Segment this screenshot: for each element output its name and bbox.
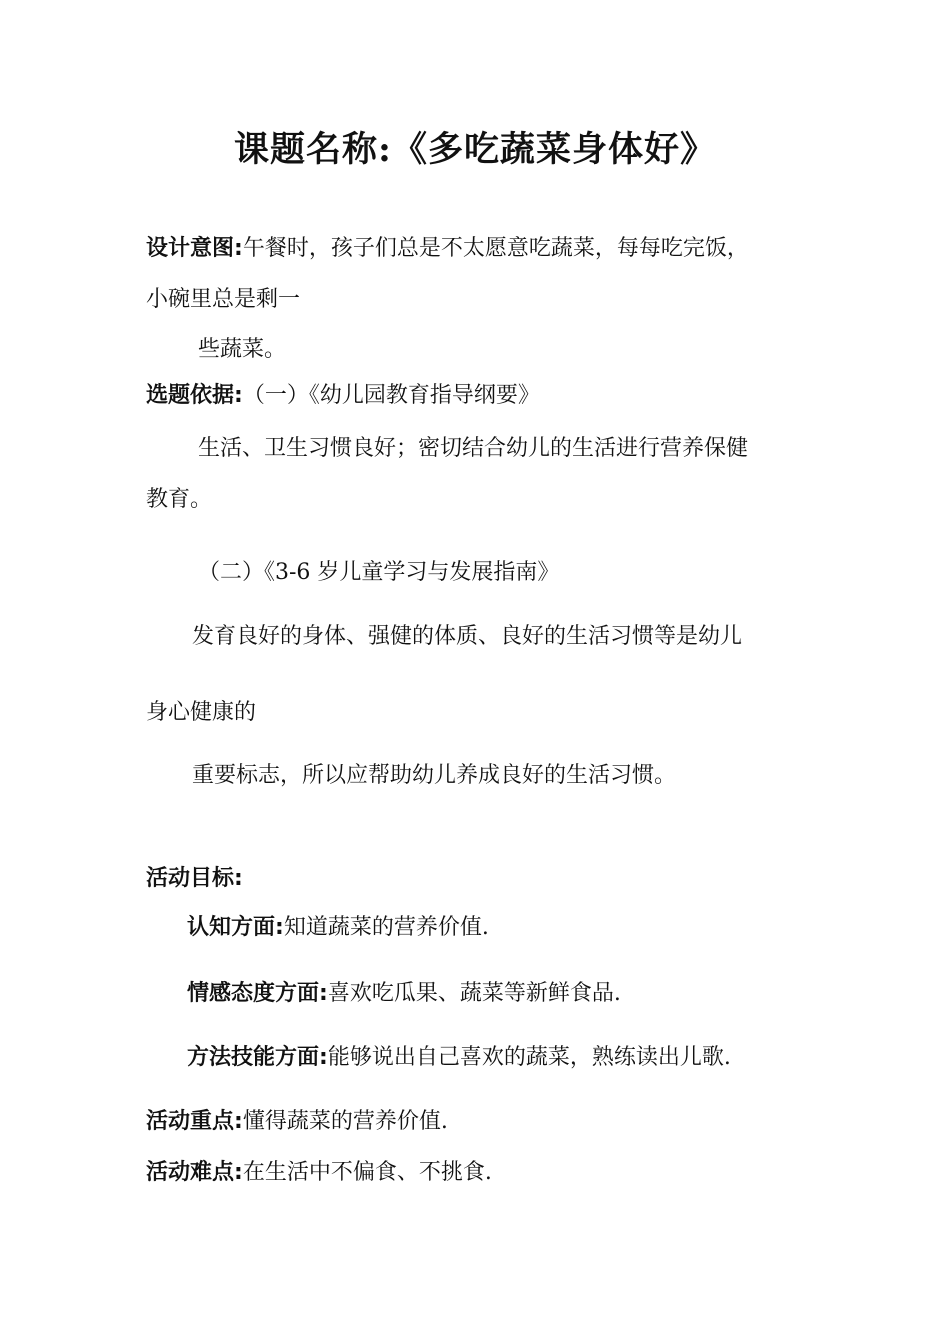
design-intent-line-3: 些蔬菜。 (198, 337, 287, 362)
design-intent-line-1 (146, 236, 749, 262)
goal-cognitive-label: 认知方面: (187, 915, 284, 940)
goals-label: 活动目标: (146, 866, 243, 891)
goal-skill (187, 1045, 731, 1071)
basis-item2-text-3: 重要标志，所以应帮助幼儿养成良好的生活习惯。 (192, 763, 677, 788)
difficulty (146, 1160, 492, 1186)
goal-skill-label: 方法技能方面: (187, 1045, 328, 1070)
basis-item1-text-1: 生活、卫生习惯良好；密切结合幼儿的生活进行营养保健 (198, 436, 749, 461)
design-intent-text-1: 午餐时，孩子们总是不太愿意吃蔬菜，每每吃完饭， (242, 236, 749, 261)
document-title: 课题名称:《多吃蔬菜身体好》 (234, 129, 716, 170)
basis-line-1 (146, 383, 540, 409)
basis-label: 选题依据: (146, 383, 243, 408)
basis-item2-title: （二）《3-6 岁儿童学习与发展指南》 (198, 560, 560, 585)
goal-emotion (187, 981, 621, 1007)
goal-skill-text: 能够说出自己喜欢的蔬菜，熟练读出儿歌. (327, 1045, 731, 1070)
basis-item1-title: （一）《幼儿园教育指导纲要》 (242, 383, 540, 408)
goal-emotion-text: 喜欢吃瓜果、蔬菜等新鲜食品. (327, 981, 621, 1006)
basis-item2-text-1: 发育良好的身体、强健的体质、良好的生活习惯等是幼儿 (192, 624, 743, 649)
basis-item1-text-2: 教育。 (146, 487, 213, 512)
difficulty-text: 在生活中不偏食、不挑食. (242, 1160, 492, 1185)
difficulty-label: 活动难点: (146, 1160, 243, 1185)
key-point-text: 懂得蔬菜的营养价值. (242, 1109, 448, 1134)
key-point (146, 1109, 448, 1135)
design-intent-label: 设计意图: (146, 236, 243, 261)
goal-cognitive (187, 915, 489, 941)
goal-emotion-label: 情感态度方面: (187, 981, 328, 1006)
goal-cognitive-text: 知道蔬菜的营养价值. (283, 915, 489, 940)
design-intent-line-2: 小碗里总是剩一 (146, 287, 301, 312)
key-point-label: 活动重点: (146, 1109, 243, 1134)
basis-item2-text-2: 身心健康的 (146, 700, 257, 725)
